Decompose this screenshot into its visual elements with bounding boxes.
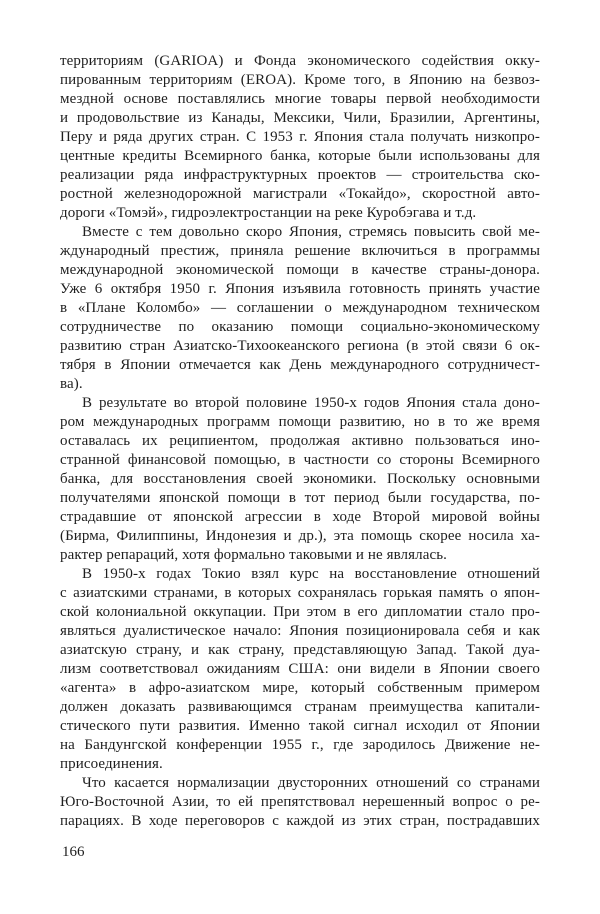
paragraph [60, 774, 540, 831]
text-line: ростной железнодорожной магистрали «Токайдо», скоростной авто- [60, 186, 540, 202]
text-line: «агента» в афро-азиатском мире, который собственным примером [60, 680, 540, 696]
text-line: на Бандунгской конференции 1955 г., где зародилось Движение не- [60, 737, 540, 753]
text-line: должен доказать развивающимся странам преимущества капитали- [60, 699, 540, 715]
text-line: присоединения. [60, 756, 163, 772]
paragraph [60, 52, 540, 223]
text-line: центные кредиты Всемирного банка, которые были использованы для [60, 148, 540, 164]
text-line: лизм соответствовал ожиданиям США: они видели в Японии своего [60, 661, 540, 677]
text-line: и продовольствие из Канады, Мексики, Чили, Бразилии, Аргентины, [60, 110, 540, 126]
text-line: Вместе с тем довольно скоро Япония, стремясь повысить свой ме- [82, 224, 540, 240]
text-line: развитию стран Азиатско-Тихоокеанского региона (в этой связи 6 ок- [60, 338, 540, 354]
text-line: с азиатскими странами, в которых сохранялась горькая память о япон- [60, 585, 540, 601]
text-block [60, 52, 540, 831]
text-line: оставалась их реципиентом, продолжая активно пользоваться ино- [60, 433, 540, 449]
text-line: пированным территориям (EROA). Кроме того, в Японию на безвоз- [60, 72, 540, 88]
text-line: дороги «Томэй», гидроэлектростанции на реке Куробэгава и т.д. [60, 205, 477, 221]
text-line: территориям (GARIOA) и Фонда экономического содействия окку- [60, 53, 540, 69]
text-line: страдавшие от японской агрессии в ходе Второй мировой войны [60, 509, 540, 525]
text-line: ром международных программ помощи развитию, но в то же время [60, 414, 540, 430]
text-line: (Бирма, Филиппины, Индонезия и др.), эта помощь скорее носила ха- [60, 528, 540, 544]
text-line: странной финансовой помощью, в частности со стороны Всемирного [60, 452, 540, 468]
text-line: В 1950-х годах Токио взял курс на восстановление отношений [82, 566, 540, 582]
text-line: тября в Японии отмечается как День международного сотрудничест- [60, 357, 540, 373]
text-line: Что касается нормализации двусторонних отношений со странами [82, 775, 540, 791]
text-line: банка, для восстановления своей экономики. Поскольку основными [60, 471, 540, 487]
page-number: 166 [62, 844, 85, 860]
text-line: получателями японской помощи в тот период были государства, по- [60, 490, 540, 506]
text-line: Уже 6 октября 1950 г. Япония изъявила готовность принять участие [60, 281, 540, 297]
text-line: Перу и ряда других стран. С 1953 г. Япония стала получать низкопро- [60, 129, 540, 145]
text-line: стического пути развития. Именно такой сигнал исходил от Японии [60, 718, 540, 734]
text-line: сотрудничестве по оказанию помощи социально-экономическому [60, 319, 540, 335]
text-line: мездной основе поставлялись многие товары первой необходимости [60, 91, 540, 107]
text-line: ской колониальной оккупации. При этом в его дипломатии стало про- [60, 604, 540, 620]
text-line: международной экономической помощи в качестве страны-донора. [60, 262, 540, 278]
text-line: Юго-Восточной Азии, то ей препятствовал нерешенный вопрос о ре- [60, 794, 540, 810]
text-line: парациях. В ходе переговоров с каждой из этих стран, пострадавших [60, 813, 540, 829]
paragraph [60, 565, 540, 774]
text-line: в «Плане Коломбо» — соглашении о международном техническом [60, 300, 540, 316]
paragraph [60, 394, 540, 565]
text-line: ждународный престиж, приняла решение включиться в программы [60, 243, 540, 259]
text-line: В результате во второй половине 1950-х годов Япония стала доно- [82, 395, 540, 411]
paragraph [60, 223, 540, 394]
text-line: являться дуалистическое начало: Япония позиционировала себя и как [60, 623, 540, 639]
text-line: рактер репараций, хотя формально таковыми и не являлась. [60, 547, 448, 563]
text-line: реализации ряда инфраструктурных проектов — строительства ско- [60, 167, 540, 183]
text-line: азиатскую страну, и как страну, представляющую Запад. Такой дуа- [60, 642, 540, 658]
text-line: ва). [60, 376, 83, 392]
